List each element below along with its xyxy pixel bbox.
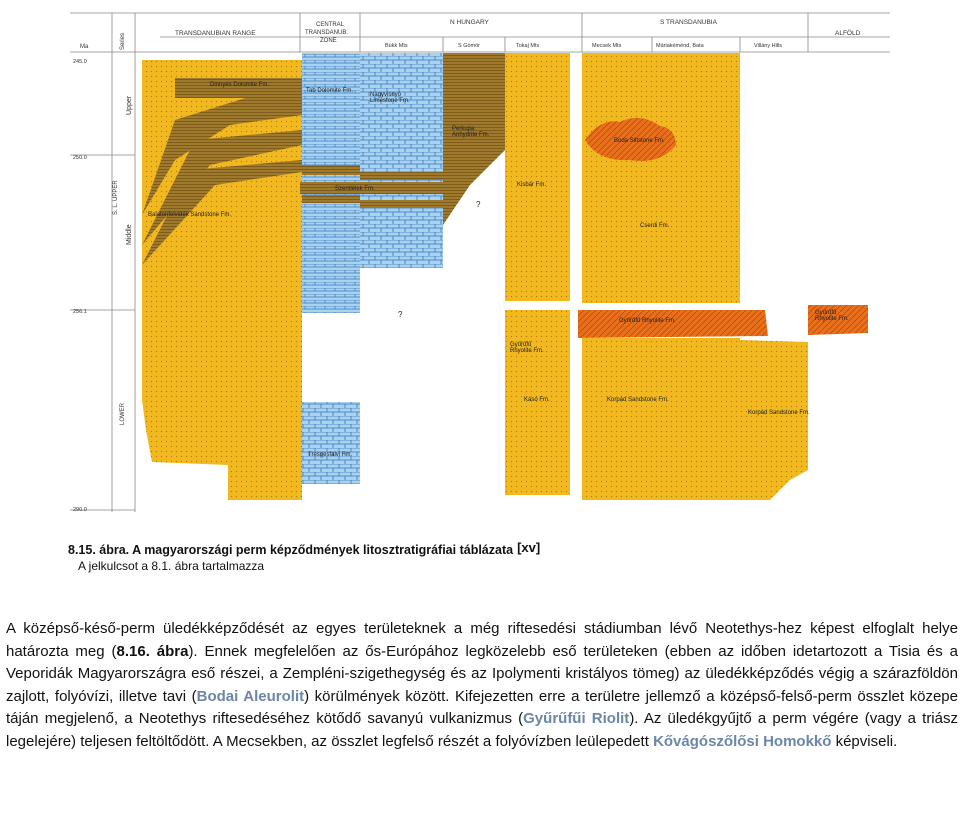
label-gyurufu-3: Gyűrűfű Rhyolite Fm. [815,310,849,322]
label-cserdi: Cserdi Fm. [640,223,670,229]
label-nagyvisnyo: Nagyvisnyó Limestone Fm. [370,92,410,104]
label-dinnyes: Dinnyés Dolomite Fm. [210,82,270,88]
link-kovagoszolosi-homokko[interactable]: Kővágószőlősi Homokkő [653,732,832,750]
para-text-4: ). Az üledékgyűjtő a perm végére (vagy a triász legelejére) teljesen feltöltődött. A Mecsekben, az összlet legfelső részét a folyóvízben leülepedett [6,710,958,750]
para-text-3: ) körülmények között. Kifejezetten erre a területre jellemző a középső-felső-perm összlet közepe táján megjelenő, a Neotethys riftesedéséhez kötődő savanyú vulkanizmus ( [6,687,958,728]
sub-mecsek: Mecsek Mts [592,43,622,49]
para-text-1: A középső-késő-perm üledékképződését az egyes területeknek a még riftesedési stádiumban lévő Neotethys-hez képest elfoglalt helye határozta meg ( [6,620,958,660]
link-gyurufui-riolit[interactable]: Gyűrűfűi Riolit [523,710,630,728]
region-central-line1: CENTRAL [316,22,345,28]
series-lower: LOWER [120,402,126,425]
para-text-5: képviseli. [831,732,898,750]
caption-title: 8.15. ábra. A magyarországi perm képződmények litosztratigráfiai táblázata [68,543,514,557]
label-tab-dolomite: Tab Dolomite Fm. [306,88,354,94]
label-boda: Boda Siltstone Fm. [614,138,665,144]
label-kaso: Kásó Fm. [524,397,550,403]
header-series: Series [120,32,126,50]
label-balatonfelvidek: Balatonfelvidék Sandstone Fm. [148,212,232,218]
header-ma: Ma [80,44,89,50]
label-szentlelek: Szentlélek Fm. [335,186,375,192]
figure-reference-link[interactable]: 8.16. ábra [116,642,189,660]
region-n-hungary: N HUNGARY [450,19,489,26]
series-middle: Middle [126,224,133,245]
sub-tokaj: Tokaj Mts [516,43,540,49]
question-mark-2: ? [398,310,403,319]
sub-bukk: Bükk Mts [385,43,408,49]
series-sl-upper: S. L. UPPER [113,180,119,215]
region-central-line3: ZONE [320,38,337,44]
series-upper: Upper [126,95,133,115]
sub-mariakemend: Máriakéménd, Bata [656,43,704,49]
label-korpad-1: Korpád Sandstone Fm. [607,397,669,403]
sub-gomor: S Gömör [458,43,481,49]
ma-tick-256: 256.1 [73,309,87,315]
region-s-transdanubia: S TRANSDANUBIA [660,19,717,26]
label-perkupa: Perkupa Anhydrite Fm. [452,126,490,138]
label-korpad-2: Korpád Sandstone Fm. [748,410,810,416]
para-text-2: ). Ennek megfelelően az ős-Európához legközelebb eső területeken (ebben az időben idetartozott a Tisia és a Veporidák Magyarországra eső részei, a Zempléni-szigethegység és az Ipolymenti kristályos tömeg) az üledékképződés végig a szárazföldön zajlott, folyóvízi, illetve tavi ( [6,642,959,705]
label-tresgesfalvi: Tresgesfalvi Fm. [308,452,353,458]
region-alfold: ALFÖLD [835,30,861,37]
figure-note: A jelkulcsot a 8.1. ábra tartalmazza [78,559,265,573]
link-bodai-aleurolit[interactable]: Bodai Aleurolit [196,687,305,705]
question-mark-1: ? [476,200,481,209]
ma-tick-245: 245.0 [73,59,87,65]
region-transdanubian-range: TRANSDANUBIAN RANGE [175,30,256,37]
label-gyurufu-2: Gyűrűfű Rhyolite Fm. [510,342,544,354]
region-central-line2: TRANSDANUB. [305,30,349,36]
ma-tick-250: 250.0 [73,155,87,161]
body-paragraph [6,618,958,754]
label-kisbar: Kisbár Fm. [517,182,547,188]
label-gyurufu-1: Gyűrűfű Rhyolite Fm. [619,318,676,324]
figure-caption [68,540,540,557]
sub-villany: Villány Hills [754,43,783,49]
ma-tick-290: 290.0 [73,507,87,513]
caption-ref[interactable]: [xv] [517,540,541,555]
